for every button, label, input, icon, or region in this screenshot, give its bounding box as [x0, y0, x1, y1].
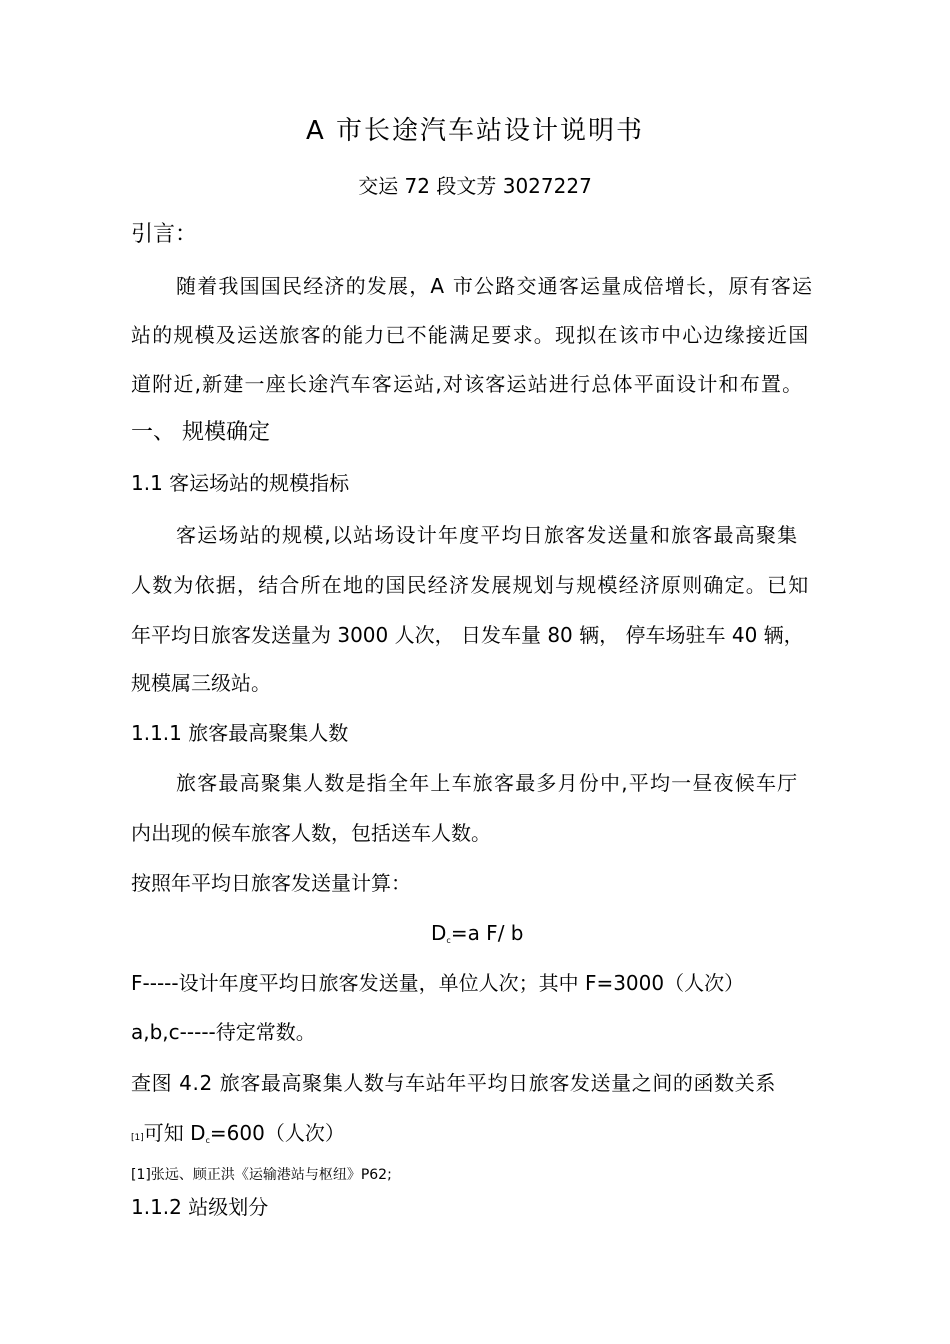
- calculation-intro: 按照年平均日旅客发送量计算：: [131, 871, 411, 895]
- section-1-1-heading: 1.1 客运场站的规模指标: [131, 471, 350, 495]
- intro-paragraph-line-1: 随着我国国民经济的发展，A 市公路交通客运量成倍增长，原有客运: [176, 274, 814, 298]
- formula-symbol: D: [431, 921, 447, 945]
- definition-abc: a,b,c-----待定常数。: [131, 1020, 316, 1044]
- formula: [431, 923, 523, 943]
- lookup-result-value: =600（人次）: [209, 1121, 345, 1145]
- section-1-1-2-heading: 1.1.2 站级划分: [131, 1195, 269, 1219]
- formula-expression: =a F/ b: [450, 921, 524, 945]
- section-1-1-1-heading: 1.1.1 旅客最高聚集人数: [131, 721, 349, 745]
- section-1-1-1-paragraph-line-1: 旅客最高聚集人数是指全年上车旅客最多月份中,平均一昼夜候车厅: [176, 771, 799, 795]
- lookup-line-2: [131, 1123, 345, 1143]
- author-line: 交运 72 段文芳 3027227: [358, 174, 592, 198]
- section-1-1-paragraph-line-3: 年平均日旅客发送量为 3000 人次， 日发车量 80 辆， 停车场驻车 40 辆，: [131, 623, 804, 647]
- intro-paragraph-line-2: 站的规模及运送旅客的能力已不能满足要求。现拟在该市中心边缘接近国: [131, 323, 810, 347]
- section-1-1-1-paragraph-line-2: 内出现的候车旅客人数，包括送车人数。: [131, 821, 491, 845]
- intro-heading: 引言：: [131, 222, 198, 247]
- section-1-heading: 一、 规模确定: [131, 420, 270, 445]
- formula-subscript: c: [446, 936, 451, 945]
- footnote: [1]张远、顾正洪《运输港站与枢纽》P62;: [131, 1167, 392, 1183]
- lookup-result-subscript: c: [205, 1136, 210, 1145]
- lookup-result-prefix: 可知 D: [143, 1121, 206, 1145]
- section-1-1-paragraph-line-1: 客运场站的规模,以站场设计年度平均日旅客发送量和旅客最高聚集: [176, 523, 799, 547]
- document-title: A 市长途汽车站设计说明书: [305, 116, 645, 146]
- footnote-reference: [1]: [131, 1133, 144, 1143]
- definition-F: F-----设计年度平均日旅客发送量，单位人次；其中 F=3000（人次）: [131, 971, 745, 995]
- section-1-1-paragraph-line-4: 规模属三级站。: [131, 671, 271, 695]
- section-1-1-paragraph-line-2: 人数为依据，结合所在地的国民经济发展规划与规模经济原则确定。已知: [131, 573, 810, 597]
- intro-paragraph-line-3: 道附近,新建一座长途汽车客运站,对该客运站进行总体平面设计和布置。: [131, 372, 804, 396]
- lookup-line-1: 查图 4.2 旅客最高聚集人数与车站年平均日旅客发送量之间的函数关系: [131, 1071, 776, 1095]
